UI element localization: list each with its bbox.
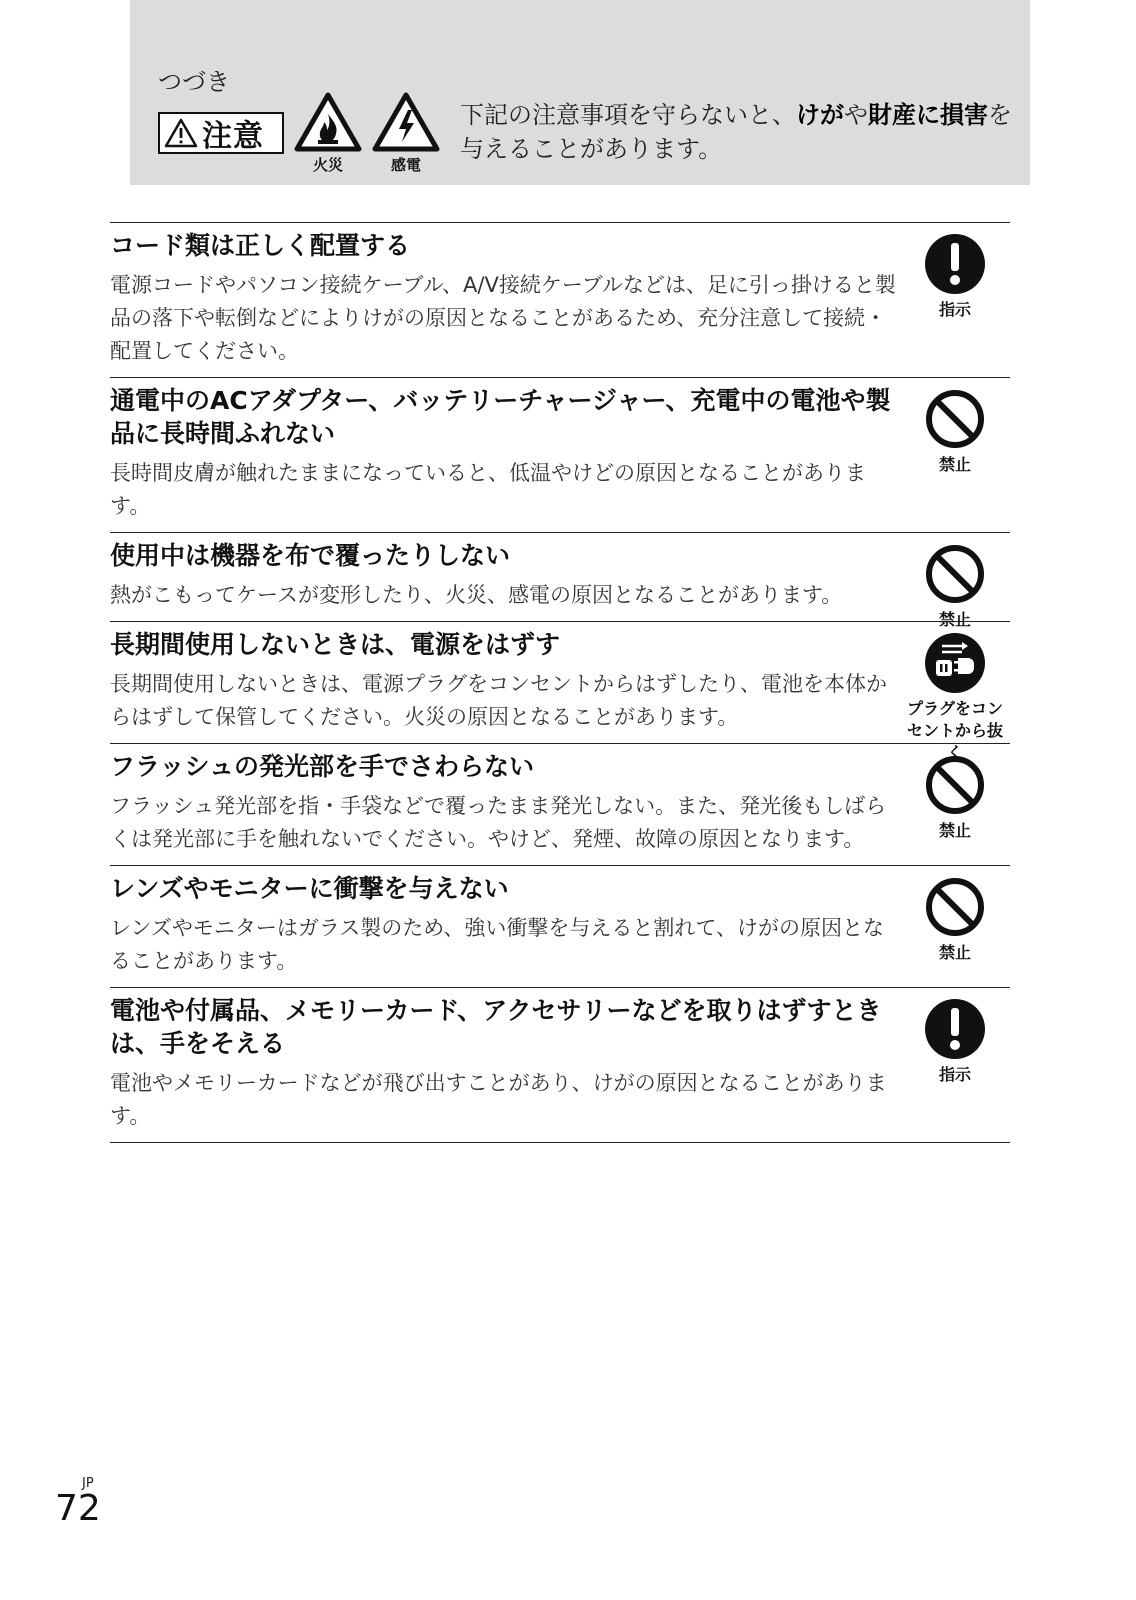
shock-hazard [370, 92, 442, 175]
item-heading: レンズやモニターに衝撃を与えない [110, 874, 509, 903]
symbol-label: 禁止 [938, 610, 971, 629]
item-body: フラッシュ発光部を指・手袋などで覆ったまま発光しない。また、発光後もしばらくは発光部に手を触れないでください。やけど、発煙、故障の原因となります。 [110, 794, 887, 851]
item-body: レンズやモニターはガラス製のため、強い衝撃を与えると割れて、けがの原因となることがあります。 [110, 916, 884, 973]
caution-item [110, 533, 1010, 629]
item-heading: 使用中は機器を布で覆ったりしない [110, 541, 511, 570]
symbol-label: 指示 [938, 300, 971, 319]
desc-part: や [844, 101, 868, 129]
warning-triangle-icon [164, 118, 198, 148]
continued-label: つづき [158, 68, 230, 96]
caution-item [110, 988, 1010, 1143]
caution-item [110, 744, 1010, 866]
prohibition-icon [924, 543, 986, 605]
item-body: 長時間皮膚が触れたままになっていると、低温やけどの原因となることがあります。 [110, 461, 866, 518]
prohibition-icon [924, 876, 986, 938]
item-heading: 電池や付属品、メモリーカード、アクセサリーなどを取りはずすときは、手をそえる [110, 996, 882, 1058]
caution-item [110, 378, 1010, 533]
caution-word: 注意 [202, 119, 264, 154]
caution-items-list [110, 222, 1010, 1143]
item-symbol [900, 233, 1010, 321]
page-number: 72 [55, 1488, 101, 1529]
symbol-label: プラグをコンセントから抜く [906, 699, 1003, 762]
caution-item [110, 622, 1010, 762]
item-heading: 長期間使用しないときは、電源をはずす [110, 630, 561, 659]
item-symbol [900, 543, 1010, 631]
caution-description [460, 98, 1020, 166]
item-heading: フラッシュの発光部を手でさわらない [110, 752, 535, 781]
shock-caption: 感電 [390, 156, 421, 174]
caution-label-box [158, 112, 284, 154]
fire-hazard [292, 92, 364, 175]
unplug-icon [924, 632, 986, 694]
desc-bold-injury: けが [796, 101, 844, 129]
symbol-label: 禁止 [938, 821, 971, 840]
item-symbol [900, 754, 1010, 842]
symbol-label: 禁止 [938, 455, 971, 474]
caution-item [110, 866, 1010, 988]
fire-icon [294, 92, 362, 152]
item-heading: コード類は正しく配置する [110, 231, 411, 260]
desc-bold-property: 財産に損害 [868, 101, 988, 129]
symbol-label: 禁止 [938, 943, 971, 962]
item-symbol [900, 998, 1010, 1086]
instruction-icon [924, 998, 986, 1060]
desc-part: を与えることがあります。 [460, 101, 1012, 163]
item-heading: 通電中のACアダプター、バッテリーチャージャー、充電中の電池や製品に長時間ふれない [110, 386, 891, 448]
item-body: 長期間使用しないときは、電源プラグをコンセントからはずしたり、電池を本体からはずして保管してください。火災の原因となることがあります。 [110, 672, 887, 729]
caution-banner [130, 0, 1030, 185]
page-language: JP [82, 1476, 94, 1491]
item-symbol [900, 388, 1010, 476]
prohibition-icon [924, 388, 986, 450]
item-symbol [900, 876, 1010, 964]
electric-shock-icon [372, 92, 440, 152]
caution-item [110, 223, 1010, 378]
item-body: 電池やメモリーカードなどが飛び出すことがあり、けがの原因となることがあります。 [110, 1071, 887, 1128]
prohibition-icon [924, 754, 986, 816]
symbol-label: 指示 [938, 1065, 971, 1084]
item-body: 電源コードやパソコン接続ケーブル、A/V接続ケーブルなどは、足に引っ掛けると製品の落下や転倒などによりけがの原因となることがあるため、充分注意して接続・配置してください。 [110, 273, 896, 363]
item-body: 熱がこもってケースが変形したり、火災、感電の原因となることがあります。 [110, 583, 843, 607]
fire-caption: 火災 [312, 156, 343, 174]
desc-part: 下記の注意事項を守らないと、 [460, 101, 796, 129]
instruction-icon [924, 233, 986, 295]
